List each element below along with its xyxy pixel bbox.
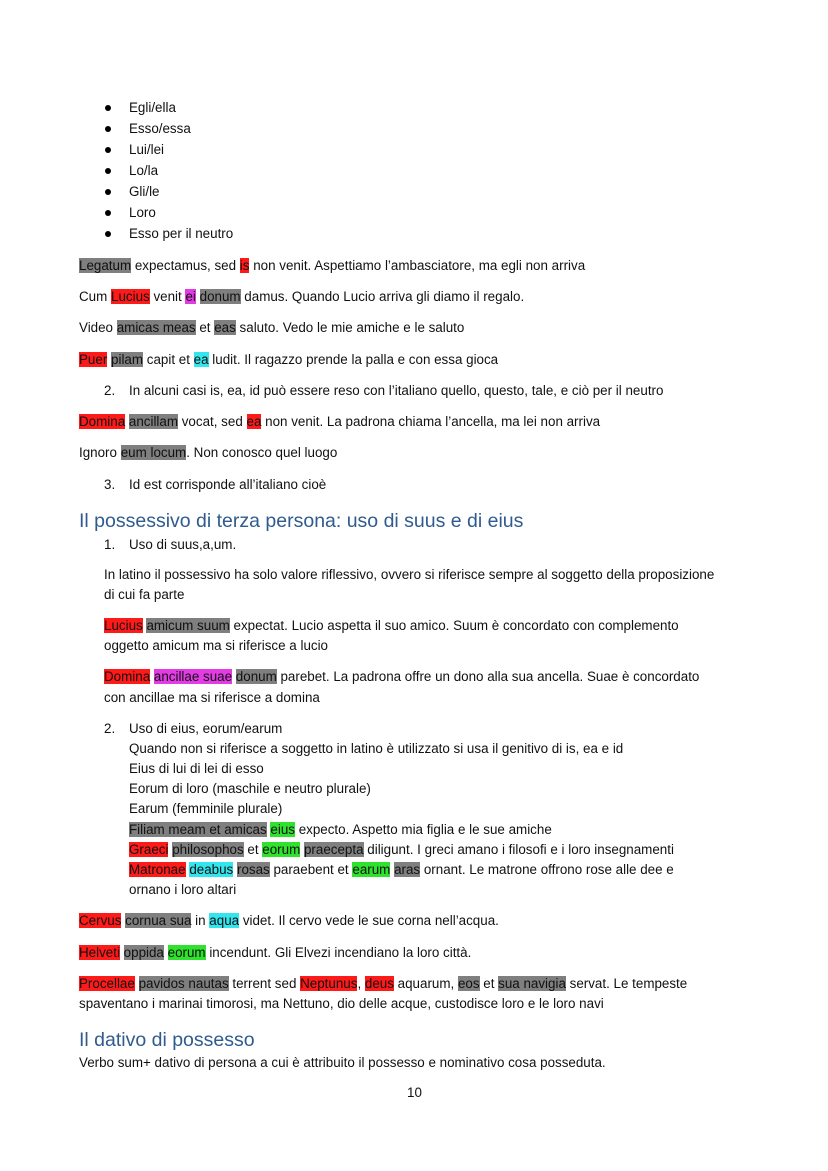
example-sentence bbox=[79, 974, 687, 994]
text-run: Ignoro bbox=[79, 445, 121, 460]
highlighted-word: oppida bbox=[123, 945, 164, 960]
paragraph-line bbox=[129, 880, 236, 900]
numbered-item bbox=[129, 381, 663, 401]
highlighted-word: donum bbox=[235, 669, 277, 684]
highlighted-word: ancillae suae bbox=[153, 669, 233, 684]
bullet-item: Gli/le bbox=[129, 184, 160, 199]
section-heading: Il dativo di possesso bbox=[79, 1029, 255, 1051]
highlighted-word: ancillam bbox=[128, 414, 179, 429]
text-run: Eius di lui di lei di esso bbox=[129, 761, 264, 776]
example-sentence bbox=[79, 443, 337, 463]
bullet-item: Lo/la bbox=[129, 163, 159, 178]
text-run: In alcuni casi is, ea, id può essere reso con l’italiano quello, questo, tale, e ciò per il neutro bbox=[129, 383, 664, 398]
text-run bbox=[135, 976, 139, 991]
highlighted-word: eum locum bbox=[120, 445, 187, 460]
highlighted-word: eorum bbox=[262, 842, 301, 857]
example-sentence bbox=[129, 820, 552, 840]
text-run: servat. Le tempeste bbox=[565, 976, 688, 991]
text-run: con ancillae ma si riferisce a domina bbox=[104, 690, 320, 705]
text-run: parebet. La padrona offre un dono alla sua ancella. Suae è concordato bbox=[276, 669, 700, 684]
text-run: non venit. Aspettiamo l’ambasciatore, ma egli non arriva bbox=[249, 258, 586, 273]
highlighted-word: ea bbox=[193, 352, 209, 367]
bullet-dot bbox=[105, 126, 111, 132]
text-run: paraebent et bbox=[269, 862, 353, 877]
section-heading: Il possessivo di terza persona: uso di suus e di eius bbox=[79, 510, 524, 532]
example-sentence bbox=[104, 616, 679, 636]
bullet-item: Esso per il neutro bbox=[129, 226, 234, 241]
highlighted-word: Lucius bbox=[111, 289, 150, 304]
text-run: Eorum di loro (maschile e neutro plurale) bbox=[129, 781, 371, 796]
text-run: non venit. La padrona chiama l’ancella, ma lei non arriva bbox=[261, 414, 601, 429]
highlighted-word: ea bbox=[246, 414, 262, 429]
text-run: Quando non si riferisce a soggetto in latino è utilizzato si usa il genitivo di is, ea e id bbox=[129, 741, 624, 756]
text-run: spaventano i marinai timorosi, ma Nettuno, dio delle acque, custodisce loro e le loro navi bbox=[79, 996, 604, 1011]
bullet-dot bbox=[105, 147, 111, 153]
bullet-item: Egli/ella bbox=[129, 100, 176, 115]
highlighted-word: Procellae bbox=[79, 976, 135, 991]
highlighted-word: Filiam meam et amicas bbox=[129, 822, 267, 837]
bullet-dot bbox=[105, 105, 111, 111]
text-run: Cum bbox=[79, 289, 111, 304]
example-sentence bbox=[79, 318, 464, 338]
highlighted-word: deabus bbox=[189, 862, 234, 877]
text-run: , bbox=[357, 976, 365, 991]
text-run: Earum (femminile plurale) bbox=[129, 801, 283, 816]
example-sentence bbox=[79, 256, 585, 276]
text-run: in bbox=[191, 913, 210, 928]
highlighted-word: cornua sua bbox=[125, 913, 192, 928]
paragraph-line bbox=[79, 994, 604, 1014]
text-run: videt. Il cervo vede le sue corna nell’acqua. bbox=[239, 913, 499, 928]
example-sentence bbox=[79, 350, 498, 370]
highlighted-word: aqua bbox=[209, 913, 240, 928]
text-run: In latino il possessivo ha solo valore riflessivo, ovvero si riferisce sempre al soggetto della proposizione bbox=[104, 567, 715, 582]
text-run: saluto. Vedo le mie amiche e le saluto bbox=[235, 320, 465, 335]
highlighted-word: donum bbox=[199, 289, 241, 304]
list-number: 3. bbox=[104, 477, 116, 492]
list-number: 2. bbox=[104, 721, 116, 736]
highlighted-word: Puer bbox=[79, 352, 108, 367]
text-run: . Non conosco quel luogo bbox=[186, 445, 338, 460]
paragraph-line bbox=[104, 636, 328, 656]
bullet-dot bbox=[105, 189, 111, 195]
highlighted-word: philosophos bbox=[172, 842, 244, 857]
bullet-dot bbox=[105, 210, 111, 216]
example-sentence bbox=[79, 287, 524, 307]
highlighted-word: Domina bbox=[79, 414, 126, 429]
highlighted-word: eas bbox=[214, 320, 236, 335]
highlighted-word: Domina bbox=[104, 669, 151, 684]
paragraph-line bbox=[129, 779, 371, 799]
text-run: Uso di suus,a,um. bbox=[129, 537, 237, 552]
text-run: di cui fa parte bbox=[104, 587, 185, 602]
example-sentence bbox=[129, 840, 674, 860]
bullet-dot bbox=[105, 231, 111, 237]
example-sentence bbox=[79, 943, 471, 963]
highlighted-word: eius bbox=[270, 822, 295, 837]
highlighted-word: Neptunus bbox=[300, 976, 358, 991]
highlighted-word: amicum suum bbox=[146, 618, 230, 633]
paragraph-line bbox=[104, 565, 714, 585]
highlighted-word: eorum bbox=[167, 945, 206, 960]
highlighted-word: pilam bbox=[111, 352, 144, 367]
text-run: Uso di eius, eorum/earum bbox=[129, 721, 283, 736]
text-run: ludit. Il ragazzo prende la palla e con essa gioca bbox=[208, 352, 499, 367]
bullet-item: Loro bbox=[129, 205, 156, 220]
bullet-item: Lui/lei bbox=[129, 142, 164, 157]
highlighted-word: ei bbox=[185, 289, 196, 304]
paragraph-line bbox=[104, 585, 184, 605]
list-number: 1. bbox=[104, 537, 116, 552]
text-run: Verbo sum+ dativo di persona a cui è attribuito il possesso e nominativo cosa posseduta. bbox=[79, 1055, 606, 1070]
list-number: 2. bbox=[104, 383, 116, 398]
highlighted-word: praecepta bbox=[303, 842, 364, 857]
highlighted-word: amicas meas bbox=[116, 320, 196, 335]
paragraph-line bbox=[129, 739, 623, 759]
highlighted-word: Lucius bbox=[104, 618, 143, 633]
highlighted-word: Graeci bbox=[129, 842, 169, 857]
paragraph-line bbox=[104, 688, 320, 708]
paragraph-line bbox=[79, 1053, 606, 1073]
highlighted-word: Legatum bbox=[79, 258, 132, 273]
text-run: expectat. Lucio aspetta il suo amico. Suum è concordato con complemento bbox=[229, 618, 679, 633]
bullet-dot bbox=[105, 168, 111, 174]
numbered-item bbox=[129, 535, 236, 555]
highlighted-word: rosas bbox=[236, 862, 270, 877]
numbered-item bbox=[129, 475, 326, 495]
highlighted-word: eos bbox=[457, 976, 480, 991]
text-run: Video bbox=[79, 320, 117, 335]
text-run: expecto. Aspetto mia figlia e le sue amiche bbox=[294, 822, 552, 837]
text-run: ornant. Le matrone offrono rose alle dee e bbox=[420, 862, 674, 877]
text-run: aquarum, bbox=[393, 976, 458, 991]
highlighted-word: Cervus bbox=[79, 913, 122, 928]
bullet-item: Esso/essa bbox=[129, 121, 191, 136]
text-run: et bbox=[195, 320, 215, 335]
text-run: terrent sed bbox=[228, 976, 301, 991]
text-run: et bbox=[243, 842, 263, 857]
text-run: ornano i loro altari bbox=[129, 882, 237, 897]
text-run: oggetto amicum ma si riferisce a lucio bbox=[104, 638, 329, 653]
text-run: Id est corrisponde all’italiano cioè bbox=[129, 477, 327, 492]
highlighted-word: earum bbox=[352, 862, 391, 877]
highlighted-word: Helveti bbox=[79, 945, 120, 960]
example-sentence bbox=[79, 911, 499, 931]
page-number: 10 bbox=[407, 1085, 422, 1100]
text-run: et bbox=[479, 976, 499, 991]
paragraph-line bbox=[129, 759, 264, 779]
text-run: vocat, sed bbox=[178, 414, 247, 429]
text-run: expectamus, sed bbox=[131, 258, 240, 273]
highlighted-word: sua navigia bbox=[498, 976, 566, 991]
highlighted-word: pavidos nautas bbox=[138, 976, 229, 991]
example-sentence bbox=[129, 860, 674, 880]
paragraph-line bbox=[129, 799, 282, 819]
text-run: diligunt. I greci amano i filosofi e i loro insegnamenti bbox=[363, 842, 674, 857]
example-sentence bbox=[104, 667, 699, 687]
example-sentence bbox=[79, 412, 600, 432]
highlighted-word: deus bbox=[364, 976, 394, 991]
highlighted-word: Matronae bbox=[129, 862, 186, 877]
text-run: venit bbox=[149, 289, 186, 304]
highlighted-word: aras bbox=[394, 862, 421, 877]
text-run: damus. Quando Lucio arriva gli diamo il regalo. bbox=[240, 289, 525, 304]
highlighted-word: is bbox=[239, 258, 250, 273]
numbered-item bbox=[129, 719, 282, 739]
text-run: incendunt. Gli Elvezi incendiano la loro città. bbox=[205, 945, 472, 960]
text-run: capit et bbox=[143, 352, 194, 367]
